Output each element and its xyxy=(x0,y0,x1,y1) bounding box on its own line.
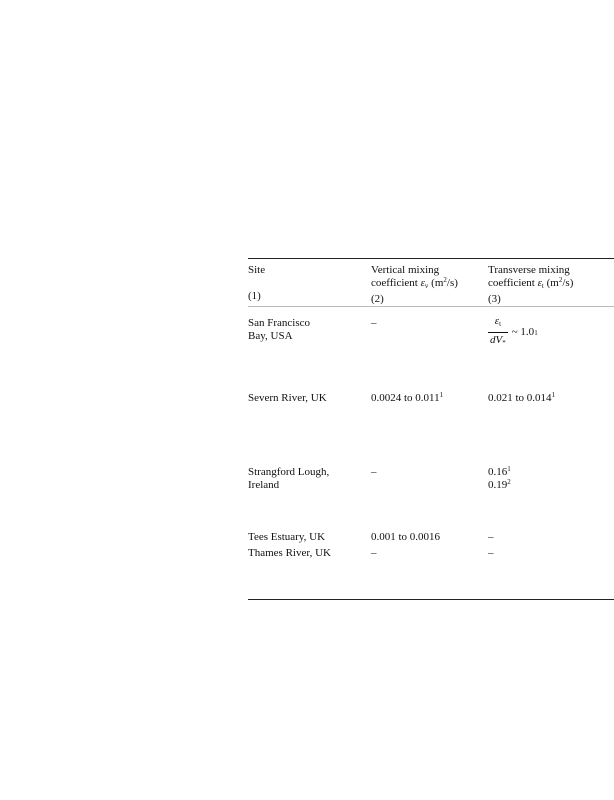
formula-fraction xyxy=(488,315,508,350)
vertical-value xyxy=(371,392,443,405)
vertical-value: – xyxy=(371,547,377,559)
transverse-value: – xyxy=(488,531,494,543)
formula-numerator: ε xyxy=(494,315,500,327)
header-vertical-line2 xyxy=(371,277,458,293)
transverse-formula: $\frac{\varepsilon_t}{dV_*}$ ~ 1.0 1 xyxy=(488,315,538,350)
unit-close: /s) xyxy=(446,277,458,289)
header-vertical-mixing xyxy=(371,264,458,306)
vertical-value: – xyxy=(371,466,377,478)
unit-open: (m xyxy=(428,277,444,289)
site-name-line2: Bay, USA xyxy=(248,330,293,342)
epsilon-subscript: t xyxy=(541,282,544,290)
transverse-value xyxy=(488,392,555,405)
site-name-line2: Ireland xyxy=(248,479,280,491)
table-row-site: Severn River, UK xyxy=(248,392,327,404)
formula-numerator-sub: t xyxy=(499,320,502,328)
epsilon-symbol: ε xyxy=(537,277,542,289)
header-transverse-line1: Transverse mixing xyxy=(488,264,570,276)
vertical-value: – xyxy=(371,317,377,329)
reference-marker: 2 xyxy=(507,478,511,486)
header-vertical-line1: Vertical mixing xyxy=(371,264,440,276)
header-transverse-line2 xyxy=(488,277,573,293)
vertical-value-text: 0.0024 to 0.011 xyxy=(371,392,440,404)
header-transverse-mixing xyxy=(488,264,573,306)
table-row-site: Tees Estuary, UK xyxy=(248,531,326,543)
unit-superscript: 2 xyxy=(558,276,563,284)
formula-denominator: dV xyxy=(490,334,503,346)
header-site xyxy=(248,264,265,303)
formula-denominator-sub: * xyxy=(502,339,506,347)
table-row-site xyxy=(248,466,329,492)
formula-relation: ~ 1.0 xyxy=(511,326,535,338)
header-vertical-prefix: coefficient xyxy=(371,277,421,289)
table-top-rule xyxy=(248,258,614,259)
transverse-value-text: 0.021 to 0.014 xyxy=(488,392,552,404)
epsilon-subscript: v xyxy=(424,282,429,290)
header-transverse-prefix: coefficient xyxy=(488,277,538,289)
unit-close: /s) xyxy=(562,277,574,289)
epsilon-symbol: ε xyxy=(420,277,425,289)
transverse-value xyxy=(488,466,511,492)
reference-marker: 1 xyxy=(439,391,444,399)
header-transverse-number: (3) xyxy=(488,293,501,305)
table-row-site xyxy=(248,317,310,343)
vertical-value: 0.001 to 0.0016 xyxy=(371,531,441,543)
table-header-rule xyxy=(248,306,614,307)
transverse-value-text: 0.19 xyxy=(488,479,508,491)
header-site-title: Site xyxy=(248,264,266,276)
site-name-line1: Strangford Lough, xyxy=(248,466,330,478)
header-vertical-number: (2) xyxy=(371,293,384,305)
reference-marker: 1 xyxy=(551,391,556,399)
table-bottom-rule xyxy=(248,599,614,600)
reference-marker: 1 xyxy=(507,465,511,473)
transverse-value-text: 0.16 xyxy=(488,466,508,478)
table-row-site: Thames River, UK xyxy=(248,547,331,559)
header-site-number: (1) xyxy=(248,290,261,302)
site-name-line1: San Francisco xyxy=(248,317,311,329)
unit-superscript: 2 xyxy=(443,276,447,284)
transverse-value: – xyxy=(488,547,494,559)
unit-open: (m xyxy=(543,277,559,289)
